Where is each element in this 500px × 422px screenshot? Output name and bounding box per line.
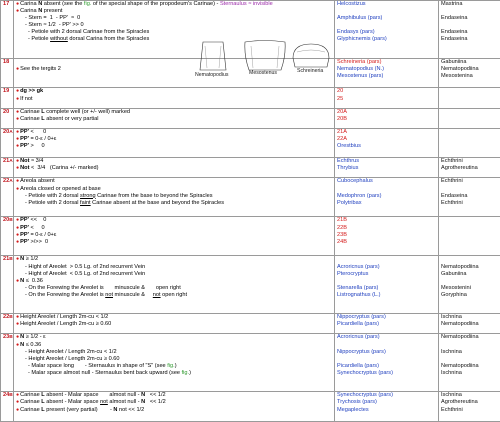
description-line: ●PP' < 0 bbox=[16, 224, 45, 231]
description-line: - Height Areolet / Length 2m-cu ≥ 0.60 bbox=[25, 355, 120, 362]
taxon-name: Nematopodius (N.) bbox=[337, 65, 384, 72]
taxon-name: Synechocryptus (pars) bbox=[337, 392, 393, 399]
key-row-number bbox=[1, 1, 14, 59]
description-line: ●Areola absent bbox=[16, 178, 55, 185]
key-row-description bbox=[14, 256, 335, 314]
key-row-number-text: 20 bbox=[3, 108, 10, 115]
key-row-number-suffix: B bbox=[9, 315, 13, 321]
description-line: ●Carina N absent (see the fig. of the special shape of the propodeum's Carinae) - Sternaulus ≈ invisible bbox=[16, 1, 273, 7]
taxon-name bbox=[337, 256, 437, 263]
key-row-number bbox=[1, 256, 14, 314]
description-line: ●Not ≈ 3/4 bbox=[16, 158, 44, 165]
taxon-name: 21B bbox=[337, 217, 347, 224]
tribe-name bbox=[441, 186, 499, 193]
tribe-name: Mastrina bbox=[441, 1, 463, 7]
tribe-name: Nematopodiina bbox=[441, 362, 479, 369]
taxon-name: 22B bbox=[337, 224, 347, 231]
key-row-description bbox=[14, 178, 335, 217]
description-line: ●Not < 3/4 (Carina +/- marked) bbox=[16, 165, 99, 172]
tribe-name bbox=[441, 22, 499, 29]
taxon-name: 25 bbox=[337, 95, 344, 102]
key-row-number-suffix: B bbox=[9, 257, 13, 263]
key-row-number-suffix: A bbox=[9, 179, 13, 185]
tribe-name bbox=[441, 225, 499, 232]
key-row-description bbox=[14, 108, 335, 128]
key-row-number-text: 19 bbox=[3, 88, 10, 95]
description-line: ●N ≤ 0.36 bbox=[16, 277, 43, 284]
taxon-name: Cubocephalus bbox=[337, 178, 373, 185]
key-row-description bbox=[14, 217, 335, 256]
tribe-name: Echthrini bbox=[441, 199, 463, 206]
description-line: - Hight of Areolet < 0.5 Lg. of 2nd recurrent Vein bbox=[25, 270, 146, 277]
description-line: ●PP' = 0-ε / 0+ε bbox=[16, 135, 57, 142]
taxon-name: Nippocryptus (pars) bbox=[337, 348, 386, 355]
tribe-name bbox=[441, 88, 499, 95]
taxon-name bbox=[337, 278, 437, 285]
taxon-name: Picardiella (pars) bbox=[337, 321, 379, 328]
tribe-name: Nematopodiina bbox=[441, 321, 479, 328]
key-row-number-text: 20 bbox=[3, 217, 10, 224]
key-row-number bbox=[1, 334, 14, 392]
description-line: ●PP' > 0 bbox=[16, 142, 45, 149]
key-row-number-text: 17 bbox=[3, 1, 10, 7]
tribe-name bbox=[441, 217, 499, 224]
tribe-name: Echthrini bbox=[441, 158, 463, 165]
key-row-tribes bbox=[439, 217, 500, 256]
key-row bbox=[1, 314, 500, 334]
description-line: ●N ≤ 0.36 bbox=[16, 341, 42, 348]
key-row-number-suffix: A bbox=[9, 159, 13, 165]
key-row-taxa bbox=[335, 392, 439, 422]
taxon-name: Nippocryptus (pars) bbox=[337, 314, 386, 321]
key-row-tribes bbox=[439, 108, 500, 128]
tribe-name: Echthrini bbox=[441, 406, 463, 413]
key-row-description bbox=[14, 128, 335, 158]
mesostenus-outline bbox=[245, 41, 285, 71]
tribe-name: Ischnina bbox=[441, 392, 462, 399]
tribe-name bbox=[441, 8, 499, 15]
taxon-name: 22A bbox=[337, 135, 347, 142]
key-row-number bbox=[1, 158, 14, 178]
key-row-description bbox=[14, 158, 335, 178]
tribe-name: Endaseina bbox=[441, 36, 468, 43]
taxon-name: Orestbius bbox=[337, 142, 361, 149]
taxon-name: 20B bbox=[337, 115, 347, 122]
tribe-name: Nematopodiina bbox=[441, 65, 479, 72]
taxon-name: 23B bbox=[337, 231, 347, 238]
key-row-taxa bbox=[335, 314, 439, 334]
tribe-name: Endaseina bbox=[441, 29, 468, 36]
key-row-number-suffix: A bbox=[9, 129, 13, 135]
key-row-number-text: 24 bbox=[3, 392, 10, 399]
figure-label-schreineria: Schreineria bbox=[297, 68, 324, 74]
key-row bbox=[1, 256, 500, 314]
tribe-name: Ischnina bbox=[441, 314, 462, 321]
taxon-name bbox=[337, 342, 437, 349]
key-row-number-text: 23 bbox=[3, 334, 10, 341]
tribe-name: Goryphina bbox=[441, 291, 467, 298]
description-line: - Petiole with 2 dorsal strong Carinae from the base to beyond the Spiracles bbox=[25, 192, 213, 199]
taxon-name: Stenarella (pars) bbox=[337, 284, 379, 291]
taxon-name bbox=[337, 8, 437, 15]
description-line: - Malar space almost null - Sternaulus bent back upward (see fig.) bbox=[28, 369, 191, 376]
tribe-name: Mesostenini bbox=[441, 284, 471, 291]
figure-label-mesostenus: Mesostenus bbox=[249, 70, 277, 76]
key-row-number bbox=[1, 178, 14, 217]
taxon-name: 24B bbox=[337, 238, 347, 245]
taxon-name: Endasys (pars) bbox=[337, 29, 375, 36]
key-row-description bbox=[14, 88, 335, 108]
tribe-name bbox=[441, 356, 499, 363]
key-row-number-text: 22 bbox=[3, 314, 10, 321]
description-line: ●Height Areolet / Length 2m-cu < 1/2 bbox=[16, 314, 109, 321]
tribe-name: Echthrini bbox=[441, 178, 463, 185]
tribe-name: Gabuniina bbox=[441, 58, 467, 65]
tribe-name bbox=[441, 136, 499, 143]
description-line: ●N ≥ 1/2 - ε bbox=[16, 334, 46, 341]
description-line: - On the Forewing the Areolet is minuscule & open right bbox=[25, 284, 181, 291]
taxon-name: Echthrus bbox=[337, 158, 360, 165]
key-row-tribes bbox=[439, 88, 500, 108]
key-row bbox=[1, 108, 500, 128]
key-row-tribes bbox=[439, 58, 500, 88]
tribe-name bbox=[441, 239, 499, 246]
description-line: ●Carinae L absent or very partial bbox=[16, 115, 99, 122]
taxon-name: Trychosis (pars) bbox=[337, 399, 377, 406]
key-row-number bbox=[1, 108, 14, 128]
description-line: ●PP' = 0-ε / 0+ε bbox=[16, 231, 57, 238]
key-row-tribes bbox=[439, 392, 500, 422]
tribe-name: Mesostenina bbox=[441, 73, 473, 80]
key-row bbox=[1, 88, 500, 108]
key-row-number-suffix: B bbox=[9, 393, 13, 399]
key-row-number-text: 18 bbox=[3, 58, 10, 65]
description-line: - Stern ≈ 1/2 - PP' >> 0 bbox=[25, 22, 84, 29]
key-row-number bbox=[1, 128, 14, 158]
taxon-name: 20A bbox=[337, 108, 347, 115]
key-row-tribes bbox=[439, 128, 500, 158]
taxon-name bbox=[337, 186, 437, 193]
description-line: ●Carinae L present (very partial) - N not << 1/2 bbox=[16, 406, 145, 413]
key-row-number bbox=[1, 314, 14, 334]
key-row-tribes bbox=[439, 1, 500, 59]
taxon-name: 21A bbox=[337, 128, 347, 135]
description-line: - Height Areolet / Length 2m-cu < 1/2 bbox=[25, 348, 117, 355]
taxon-name: Schreineria (pars) bbox=[337, 58, 382, 65]
tribe-name: Nematopodiina bbox=[441, 263, 479, 270]
tribe-name: Agrothereutina bbox=[441, 165, 478, 172]
taxon-name: Pterocryptus bbox=[337, 270, 369, 277]
description-line: - Malar space long - Sternaulus in shape of "S" (see fig.) bbox=[28, 362, 177, 369]
key-row-taxa bbox=[335, 256, 439, 314]
key-row-description bbox=[14, 334, 335, 392]
tribe-name: Nematopodiina bbox=[441, 334, 479, 341]
description-line: - Petiole without dorsal Carina from the Spiracles bbox=[28, 36, 150, 43]
key-row-taxa bbox=[335, 58, 439, 88]
taxon-name: Amphibulus (pars) bbox=[337, 15, 383, 22]
tribe-name: Endaseina bbox=[441, 15, 468, 22]
description-line: - Petiole with 2 dorsal faint Carinae absent at the base and beyond the Spiracles bbox=[25, 199, 225, 206]
description-line: ●Carinae L absent - Malar space almost null - N << 1/2 bbox=[16, 392, 166, 399]
description-line: ●PP' < 0 bbox=[16, 128, 47, 135]
tribe-name: Endaseina bbox=[441, 192, 468, 199]
tribe-name bbox=[441, 129, 499, 136]
description-line: ●Carinae L complete well (or +/- well) marked bbox=[16, 108, 131, 115]
taxon-name: Thrybius bbox=[337, 165, 359, 172]
key-row-number-text: 21 bbox=[3, 256, 10, 263]
taxon-name: Picardiella (pars) bbox=[337, 362, 379, 369]
schreineria-outline bbox=[293, 44, 329, 67]
taxon-name: Megaplectes bbox=[337, 406, 369, 413]
description-line: ●Carinae L absent - Malar space not almost null - N << 1/2 bbox=[16, 399, 166, 406]
key-row-number bbox=[1, 88, 14, 108]
key-row-number-text: 20 bbox=[3, 128, 10, 135]
taxon-name: 20 bbox=[337, 88, 344, 95]
key-row-taxa bbox=[335, 334, 439, 392]
taxon-name: Acroricnus (pars) bbox=[337, 263, 380, 270]
key-row-taxa bbox=[335, 108, 439, 128]
key-row-tribes bbox=[439, 314, 500, 334]
description-line: ●PP' >/>> 0 bbox=[16, 238, 49, 245]
key-row bbox=[1, 392, 500, 422]
tribe-name: Ischnina bbox=[441, 348, 462, 355]
tribe-name bbox=[441, 143, 499, 150]
tribe-name bbox=[441, 232, 499, 239]
key-row-description bbox=[14, 314, 335, 334]
description-line: ●N ≥ 1/2 bbox=[16, 256, 39, 263]
description-line: - On the Forewing the Areolet is not minuscule & not open right bbox=[25, 291, 188, 298]
description-line: ●If not bbox=[16, 95, 33, 102]
key-row bbox=[1, 334, 500, 392]
description-line: ●Areola closed or opened at base bbox=[16, 185, 101, 192]
description-line: ●dg >> gk bbox=[16, 88, 44, 95]
nematopodius-outline bbox=[200, 42, 226, 70]
key-row-number-text: 22 bbox=[3, 178, 10, 185]
description-line: - Hight of Areolet > 0.5 Lg. of 2nd recurrent Vein bbox=[25, 263, 146, 270]
description-line: ●Carina N present bbox=[16, 8, 63, 15]
taxon-name: Medophron (pars) bbox=[337, 192, 382, 199]
key-row bbox=[1, 178, 500, 217]
key-row-number-text: 21 bbox=[3, 158, 10, 165]
tribe-name: Agrothereutina bbox=[441, 399, 478, 406]
description-line: - Stern = 1 - PP' ≈ 0 bbox=[25, 15, 81, 22]
taxon-name: Mesostenus (pars) bbox=[337, 73, 384, 80]
description-line: ●Height Areolet / Length 2m-cu ≥ 0.60 bbox=[16, 321, 112, 328]
taxon-name: Synechocryptus (pars) bbox=[337, 369, 393, 376]
key-row-tribes bbox=[439, 158, 500, 178]
key-row-taxa bbox=[335, 128, 439, 158]
tribe-name bbox=[441, 256, 499, 263]
key-row-description bbox=[14, 392, 335, 422]
key-row bbox=[1, 128, 500, 158]
taxon-name: Helcostizus bbox=[337, 1, 366, 7]
taxon-name: Listrognathus (L.) bbox=[337, 291, 381, 298]
taxon-name bbox=[337, 356, 437, 363]
description-line: ●PP' << 0 bbox=[16, 217, 47, 224]
key-row-tribes bbox=[439, 178, 500, 217]
key-row-taxa bbox=[335, 1, 439, 59]
tribe-name bbox=[441, 96, 499, 103]
taxon-name: Acroricnus (pars) bbox=[337, 334, 380, 341]
key-row bbox=[1, 217, 500, 256]
key-row-number-suffix: B bbox=[9, 218, 13, 224]
key-row-taxa bbox=[335, 88, 439, 108]
key-row-number bbox=[1, 58, 14, 88]
taxon-name: Glyphicnemis (pars) bbox=[337, 36, 387, 43]
key-row-tribes bbox=[439, 334, 500, 392]
key-row-taxa bbox=[335, 158, 439, 178]
key-row-number bbox=[1, 217, 14, 256]
key-row bbox=[1, 158, 500, 178]
key-row-taxa bbox=[335, 178, 439, 217]
key-row-number-suffix: B bbox=[9, 335, 13, 341]
description-line: ●See the tergits 2 bbox=[16, 65, 61, 72]
tribe-name: Gabuniina bbox=[441, 270, 467, 277]
taxon-name bbox=[337, 22, 437, 29]
tribe-name: Ischnina bbox=[441, 369, 462, 376]
tribe-name bbox=[441, 278, 499, 285]
key-row-taxa bbox=[335, 217, 439, 256]
tribe-name bbox=[441, 116, 499, 123]
taxon-name: Polytribax bbox=[337, 199, 362, 206]
description-line: - Petiole with 2 dorsal Carinae from the Spiracles bbox=[28, 29, 150, 36]
tribe-name bbox=[441, 109, 499, 116]
key-row-tribes bbox=[439, 256, 500, 314]
key-row-number bbox=[1, 392, 14, 422]
figure-label-nematopodius: Nematopodius bbox=[195, 72, 229, 78]
tribe-name bbox=[441, 342, 499, 349]
propodeum-figures bbox=[193, 40, 333, 80]
